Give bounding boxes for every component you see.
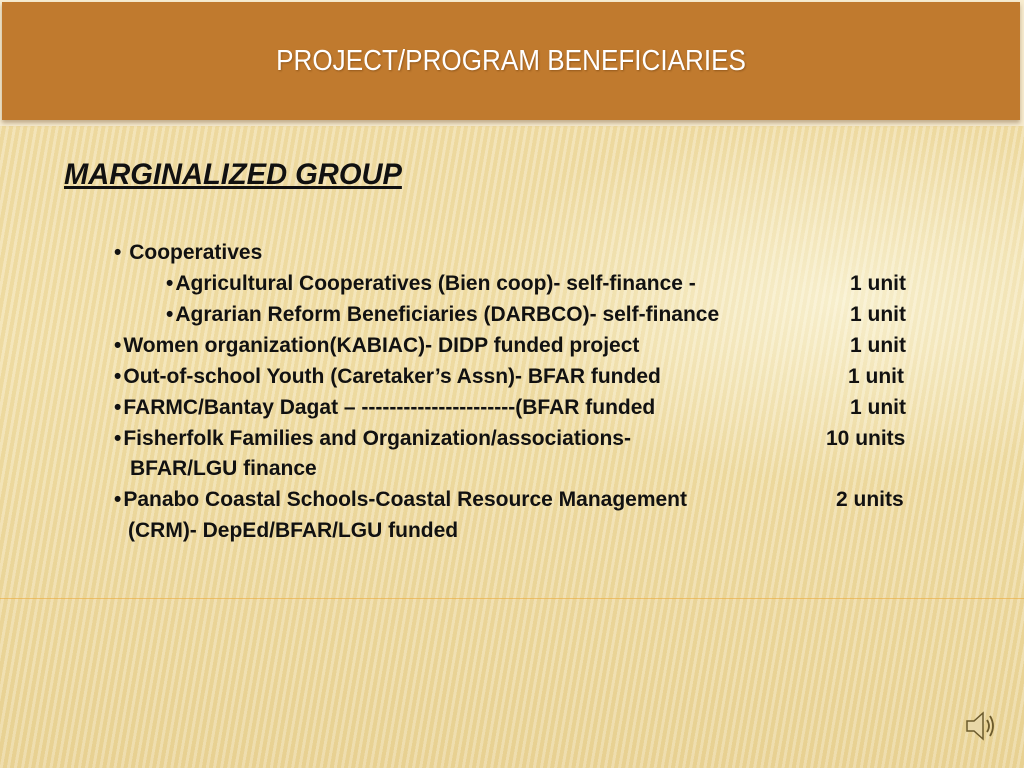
unit-count: 1 unit: [850, 272, 906, 295]
list-item: [166, 271, 696, 297]
bullet-icon: •: [114, 396, 122, 419]
bullet-icon: •: [114, 365, 122, 388]
unit-count: 1 unit: [850, 396, 906, 419]
list-item: [114, 426, 631, 452]
list-item: [114, 333, 639, 359]
speaker-icon[interactable]: [964, 708, 996, 744]
list-item: [114, 240, 262, 266]
slide-title: PROJECT/PROGRAM BENEFICIARIES: [276, 44, 746, 77]
bullet-icon: •: [114, 427, 122, 450]
list-item-text: Women organization(KABIAC)- DIDP funded project: [123, 334, 640, 357]
list-item-text: Cooperatives: [129, 241, 263, 264]
list-item: [114, 487, 687, 513]
bullet-icon: •: [166, 272, 174, 295]
list-item-text: Panabo Coastal Schools-Coastal Resource Management: [123, 488, 688, 511]
list-item: [114, 395, 655, 421]
section-heading: MARGINALIZED GROUP: [64, 158, 402, 191]
unit-count: 2 units: [836, 488, 904, 511]
bullet-icon: •: [114, 488, 122, 511]
unit-count: 1 unit: [848, 365, 904, 388]
list-item-text: Agricultural Cooperatives (Bien coop)- self-finance -: [175, 272, 696, 295]
unit-count: 1 unit: [850, 334, 906, 357]
list-item: [114, 364, 661, 390]
bullet-icon: •: [166, 303, 174, 326]
list-item-continuation: (CRM)- DepEd/BFAR/LGU funded: [128, 519, 459, 542]
unit-count: 1 unit: [850, 303, 906, 326]
list-item-text: Out-of-school Youth (Caretaker’s Assn)- BFAR funded: [123, 365, 661, 388]
list-item: [166, 302, 719, 328]
bullet-icon: •: [114, 334, 122, 357]
list-item-continuation: BFAR/LGU finance: [130, 457, 317, 480]
list-item-text: Fisherfolk Families and Organization/associations-: [123, 427, 631, 450]
bullet-icon: •: [114, 241, 122, 264]
unit-count: 10 units: [826, 427, 906, 450]
list-item-text: Agrarian Reform Beneficiaries (DARBCO)- self-finance: [175, 303, 720, 326]
list-item-text: FARMC/Bantay Dagat – ----------------------(BFAR funded: [123, 396, 656, 419]
